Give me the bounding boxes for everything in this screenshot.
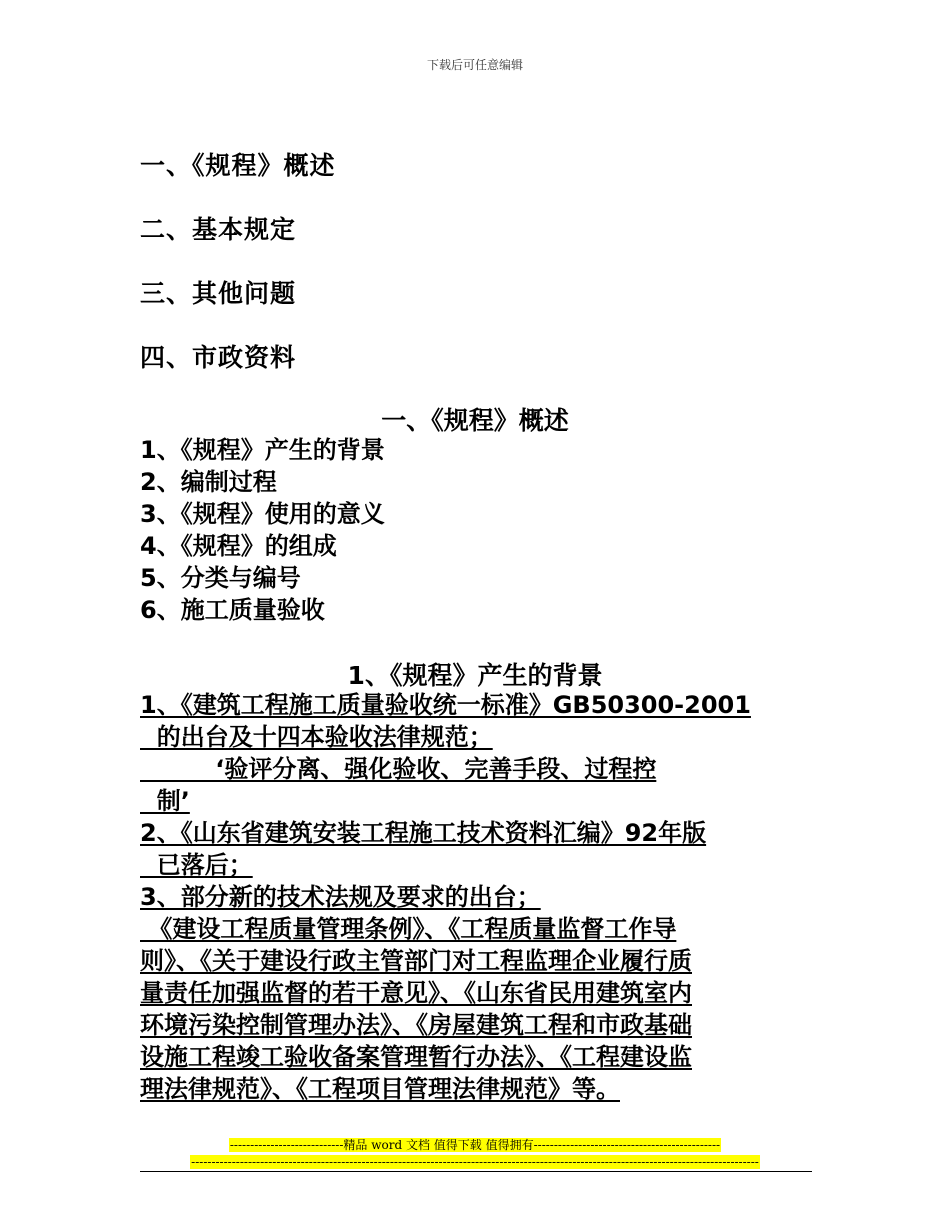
subsection-body xyxy=(140,689,812,1105)
footer-dashes xyxy=(0,1154,950,1171)
toc-item-2: 二、基本规定 xyxy=(140,215,297,244)
body-line: 设施工程竣工验收备案管理暂行办法》、《工程建设监 xyxy=(140,1043,692,1071)
body-line: 《建设工程质量管理条例》、《工程质量监督工作导 xyxy=(140,915,677,943)
body-line: 3、部分新的技术法规及要求的出台； xyxy=(140,883,541,911)
body-line: 则》、《关于建设行政主管部门对工程监理企业履行质 xyxy=(140,947,692,975)
toc-item-3: 三、其他问题 xyxy=(140,279,297,308)
body-line: 理法律规范》、《工程项目管理法律规范》等。 xyxy=(140,1075,620,1103)
section-item: 6、施工质量验收 xyxy=(140,596,325,624)
body-line: 量责任加强监督的若干意见》、《山东省民用建筑室内 xyxy=(140,979,692,1007)
subsection-title: 1、《规程》产生的背景 xyxy=(347,661,603,690)
section-title: 一、《规程》概述 xyxy=(381,406,569,435)
footer-banner xyxy=(0,1137,950,1154)
section-item-list xyxy=(140,434,385,626)
body-line: ‘验评分离、强化验收、完善手段、过程控 xyxy=(140,755,657,783)
toc-item-1: 一、《规程》概述 xyxy=(140,151,336,180)
section-item: 1、《规程》产生的背景 xyxy=(140,436,385,464)
footer-dashes-text: -------------------------------------------------------------------------------------------------------------------------------------------- xyxy=(191,1155,759,1169)
header-note: 下载后可任意编辑 xyxy=(426,58,523,72)
body-line: 已落后； xyxy=(140,851,253,879)
toc-item-4: 四、市政资料 xyxy=(140,343,297,372)
body-line: 2、《山东省建筑安装工程施工技术资料汇编》92年版 xyxy=(140,819,707,847)
body-line: 的出台及十四本验收法律规范； xyxy=(140,723,493,751)
section-item: 5、分类与编号 xyxy=(140,564,301,592)
footer-banner-text: ----------------------------精品 word 文档 值得下载 值得拥有---------------------------------------------- xyxy=(229,1138,721,1152)
body-line: 1、《建筑工程施工质量验收统一标准》GB50300-2001 xyxy=(140,691,751,719)
body-line: 制’ xyxy=(140,787,190,815)
section-item: 3、《规程》使用的意义 xyxy=(140,500,385,528)
footer-rule xyxy=(140,1171,812,1172)
body-line: 环境污染控制管理办法》、《房屋建筑工程和市政基础 xyxy=(140,1011,692,1039)
section-item: 4、《规程》的组成 xyxy=(140,532,337,560)
section-item: 2、编制过程 xyxy=(140,468,277,496)
